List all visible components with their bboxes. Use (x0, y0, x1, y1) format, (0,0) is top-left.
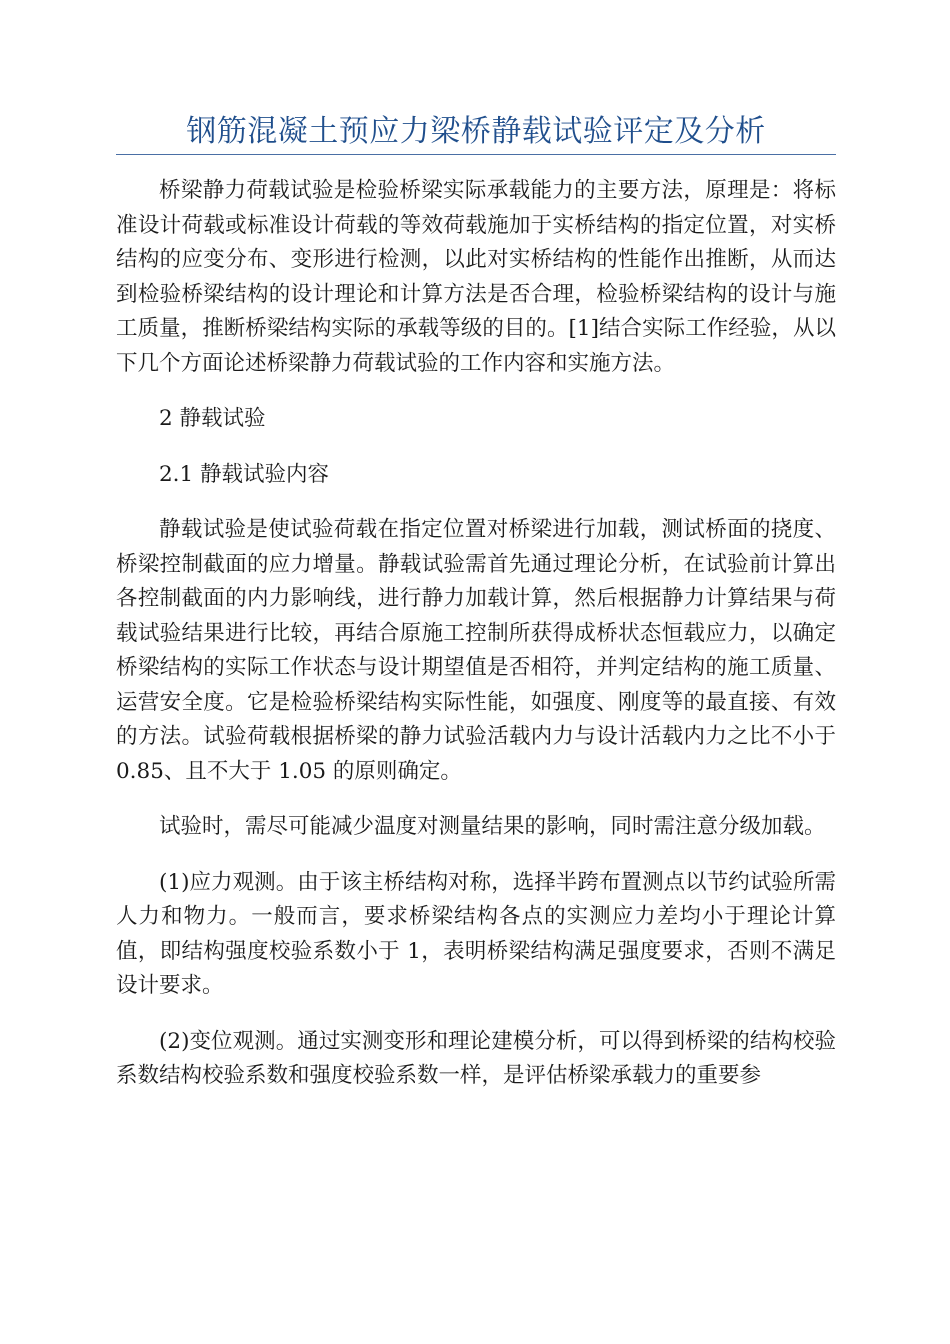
heading-section-2: 2 静载试验 (159, 406, 266, 431)
document-title: 钢筋混凝土预应力梁桥静载试验评定及分析 (186, 114, 766, 149)
heading-section-2-1: 2.1 静载试验内容 (159, 461, 330, 487)
paragraph-static-load-content: 静载试验是使试验荷载在指定位置对桥梁进行加载，测试桥面的挠度、桥梁控制截面的应力增量。静载试验需首先通过理论分析，在试验前计算出各控制截面的内力影响线，进行静力加载计算，然后根据静力计算结果与荷载试验结果进行比较，再结合原施工控制所获得成桥状态恒载应力，以确定桥梁结构的实际工作状态与设计期望值是否相符，并判定结构的施工质量、运营安全度。它是检验桥梁结构实际性能，如强度、刚度等的最直接、有效的方法。试验荷载根据桥梁的静力试验活载内力与设计活载内力之比不小于 0.85、且不大于 1.05 的原则确定。 (116, 517, 836, 784)
title-underline (116, 154, 836, 155)
document-body (116, 174, 836, 1094)
paragraph-temperature: 试验时，需尽可能减少温度对测量结果的影响，同时需注意分级加载。 (159, 814, 826, 839)
paragraph-intro: 桥梁静力荷载试验是检验桥梁实际承载能力的主要方法，原理是：将标准设计荷载或标准设计荷载的等效荷载施加于实桥结构的指定位置，对实桥结构的应变分布、变形进行检测，以此对实桥结构的性能作出推断，从而达到检验桥梁结构的设计理论和计算方法是否合理，检验桥梁结构的设计与施工质量，推断桥梁结构实际的承载等级的目的。[1]结合实际工作经验，从以下几个方面论述桥梁静力荷载试验的工作内容和实施方法。 (116, 178, 836, 376)
paragraph-displacement-observation: (2)变位观测。通过实测变形和理论建模分析，可以得到桥梁的结构校验系数结构校验系数和强度校验系数一样，是评估桥梁承载力的重要参 (116, 1028, 836, 1088)
paragraph-stress-observation: (1)应力观测。由于该主桥结构对称，选择半跨布置测点以节约试验所需人力和物力。一般而言，要求桥梁结构各点的实测应力差均小于理论计算值，即结构强度校验系数小于 1，表明桥梁结构满足强度要求，否则不满足设计要求。 (116, 869, 836, 998)
